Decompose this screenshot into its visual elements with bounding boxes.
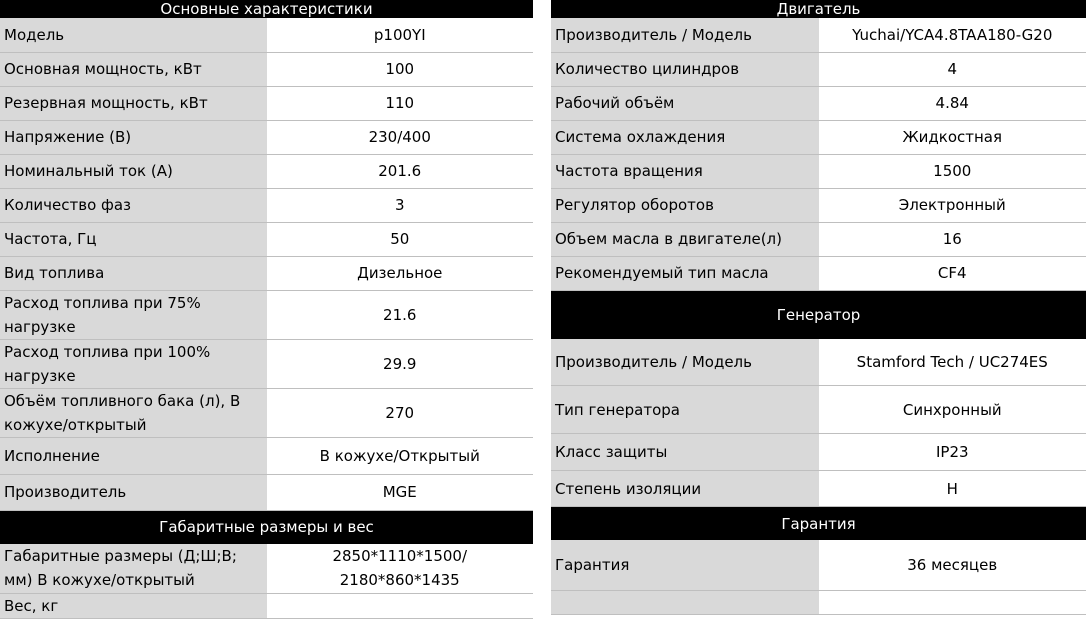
spec-value: 100 (267, 52, 534, 86)
spec-label: Номинальный ток (А) (0, 154, 267, 188)
warranty-header: Гарантия (551, 507, 1086, 541)
spec-label: Частота, Гц (0, 222, 267, 256)
spec-value: 230/400 (267, 120, 534, 154)
spec-value: MGE (267, 474, 534, 510)
spec-value: В кожухе/Открытый (267, 437, 534, 474)
spec-value: Дизельное (267, 256, 534, 290)
spec-value: CF4 (819, 256, 1086, 290)
spec-label (551, 590, 819, 614)
spec-value (267, 594, 534, 619)
spec-label: Напряжение (В) (0, 120, 267, 154)
spec-value: 1500 (819, 154, 1086, 188)
spec-value: 29.9 (267, 339, 534, 388)
spec-label: Производитель / Модель (551, 339, 819, 386)
spec-label: Система охлаждения (551, 120, 819, 154)
spec-value: Stamford Tech / UC274ES (819, 339, 1086, 386)
spec-value: p100YI (267, 18, 534, 52)
spec-value: 16 (819, 222, 1086, 256)
spec-label: Вес, кг (0, 594, 267, 619)
spec-value: 4 (819, 52, 1086, 86)
spec-label: Вид топлива (0, 256, 267, 290)
spec-label: Рабочий объём (551, 86, 819, 120)
spec-value: 2850*1110*1500/ 2180*860*1435 (267, 544, 534, 594)
spec-label: Количество фаз (0, 188, 267, 222)
spec-label: Габаритные размеры (Д;Ш;В; мм) В кожухе/открытый (0, 544, 267, 594)
spec-label: Исполнение (0, 437, 267, 474)
spec-label: Объём топливного бака (л), В кожухе/открытый (0, 388, 267, 437)
dimensions-header: Габаритные размеры и вес (0, 510, 533, 544)
spec-value: Электронный (819, 188, 1086, 222)
spec-value: H (819, 471, 1086, 507)
spec-label: Резервная мощность, кВт (0, 86, 267, 120)
spec-value: 110 (267, 86, 534, 120)
spec-value: Синхронный (819, 386, 1086, 434)
spec-label: Частота вращения (551, 154, 819, 188)
engine-specs-table (551, 0, 1086, 615)
spec-value: 50 (267, 222, 534, 256)
spec-value: 270 (267, 388, 534, 437)
engine-header: Двигатель (551, 0, 1086, 18)
spec-label: Расход топлива при 75% нагрузке (0, 290, 267, 339)
spec-value: 21.6 (267, 290, 534, 339)
spec-label: Объем масла в двигателе(л) (551, 222, 819, 256)
spec-value: IP23 (819, 434, 1086, 471)
main-specs-header: Основные характеристики (0, 0, 533, 18)
spec-value: 201.6 (267, 154, 534, 188)
main-specs-table (0, 0, 533, 619)
spec-label: Рекомендуемый тип масла (551, 256, 819, 290)
spec-label: Расход топлива при 100% нагрузке (0, 339, 267, 388)
spec-value: 3 (267, 188, 534, 222)
spec-label: Класс защиты (551, 434, 819, 471)
spec-value: Жидкостная (819, 120, 1086, 154)
spec-label: Производитель / Модель (551, 18, 819, 52)
spec-label: Гарантия (551, 540, 819, 590)
engine-specs-panel (551, 0, 1086, 615)
spec-label: Степень изоляции (551, 471, 819, 507)
spec-label: Основная мощность, кВт (0, 52, 267, 86)
spec-label: Тип генератора (551, 386, 819, 434)
spec-label: Количество цилиндров (551, 52, 819, 86)
spec-value: Yuchai/YCA4.8TAA180-G20 (819, 18, 1086, 52)
spec-value (819, 590, 1086, 614)
main-specs-panel (0, 0, 533, 619)
spec-label: Производитель (0, 474, 267, 510)
spec-label: Модель (0, 18, 267, 52)
spec-label: Регулятор оборотов (551, 188, 819, 222)
spec-value: 4.84 (819, 86, 1086, 120)
generator-header: Генератор (551, 290, 1086, 339)
spec-value: 36 месяцев (819, 540, 1086, 590)
